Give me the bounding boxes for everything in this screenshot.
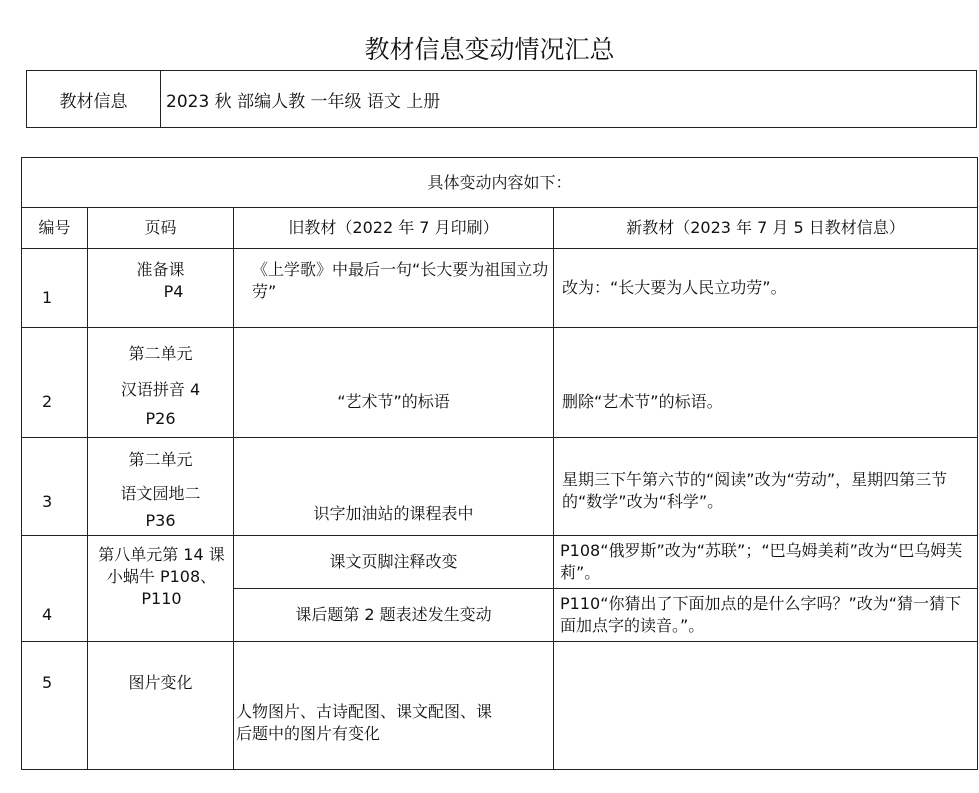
- header-old: 旧教材（2022 年 7 月印刷）: [234, 208, 554, 249]
- row-new: P110“你猜出了下面加点的是什么字吗？”改为“猜一猜下面加点字的读音。”。: [554, 589, 978, 642]
- header-row: [22, 208, 978, 249]
- row-page: 图片变化: [88, 642, 234, 770]
- page-line: P36: [145, 510, 176, 530]
- info-label: 教材信息: [27, 71, 161, 128]
- row-old: 识字加油站的课程表中: [234, 438, 554, 536]
- row-page: [88, 328, 234, 438]
- row-page: 第八单元第 14 课小蜗牛 P108、P110: [88, 536, 234, 642]
- page-line: 汉语拼音 4: [120, 379, 201, 399]
- row-num: 3: [22, 438, 88, 536]
- row-num: 1: [22, 249, 88, 328]
- header-new: 新教材（2023 年 7 月 5 日教材信息）: [554, 208, 978, 249]
- page-title: 教材信息变动情况汇总: [364, 35, 615, 64]
- table-row: [22, 249, 978, 328]
- row-old: “艺术节”的标语: [234, 328, 554, 438]
- row-page: [88, 438, 234, 536]
- row-num: 2: [22, 328, 88, 438]
- row-page: [88, 249, 234, 328]
- table-caption: 具体变动内容如下：: [22, 158, 978, 208]
- page-line: P26: [145, 408, 176, 428]
- row-new: P108“俄罗斯”改为“苏联”；“巴乌姆美莉”改为“巴乌姆芙莉”。: [554, 536, 978, 589]
- row-old: 《上学歌》中最后一句“长大要为祖国立功劳”: [234, 249, 554, 328]
- table-row: [22, 642, 978, 770]
- row-new: 改为：“长大要为人民立功劳”。: [554, 249, 978, 328]
- page-line: 第二单元: [128, 449, 193, 469]
- page-line: 准备课: [136, 260, 185, 279]
- page-line: P4: [163, 282, 184, 301]
- info-row: [27, 71, 977, 128]
- table-row: [22, 438, 978, 536]
- info-value: 2023 秋 部编人教 一年级 语文 上册: [161, 71, 977, 128]
- row-new: 星期三下午第六节的“阅读”改为“劳动”，星期四第三节的“数学”改为“科学”。: [554, 438, 978, 536]
- table-row: [22, 536, 978, 589]
- caption-row: [22, 158, 978, 208]
- textbook-info-table: [26, 70, 977, 128]
- row-num: 5: [22, 642, 88, 770]
- row-new: 删除“艺术节”的标语。: [554, 328, 978, 438]
- row-old: 课文页脚注释改变: [234, 536, 554, 589]
- page-line: 语文园地二: [120, 483, 201, 503]
- table-row: [22, 328, 978, 438]
- row-old: 人物图片、古诗配图、课文配图、课后题中的图片有变化: [234, 642, 554, 770]
- row-old: 课后题第 2 题表述发生变动: [234, 589, 554, 642]
- header-num: 编号: [22, 208, 88, 249]
- changes-table: [21, 157, 978, 770]
- row-num: 4: [22, 536, 88, 642]
- row-new: [554, 642, 978, 770]
- page-line: 第二单元: [128, 343, 193, 363]
- header-page: 页码: [88, 208, 234, 249]
